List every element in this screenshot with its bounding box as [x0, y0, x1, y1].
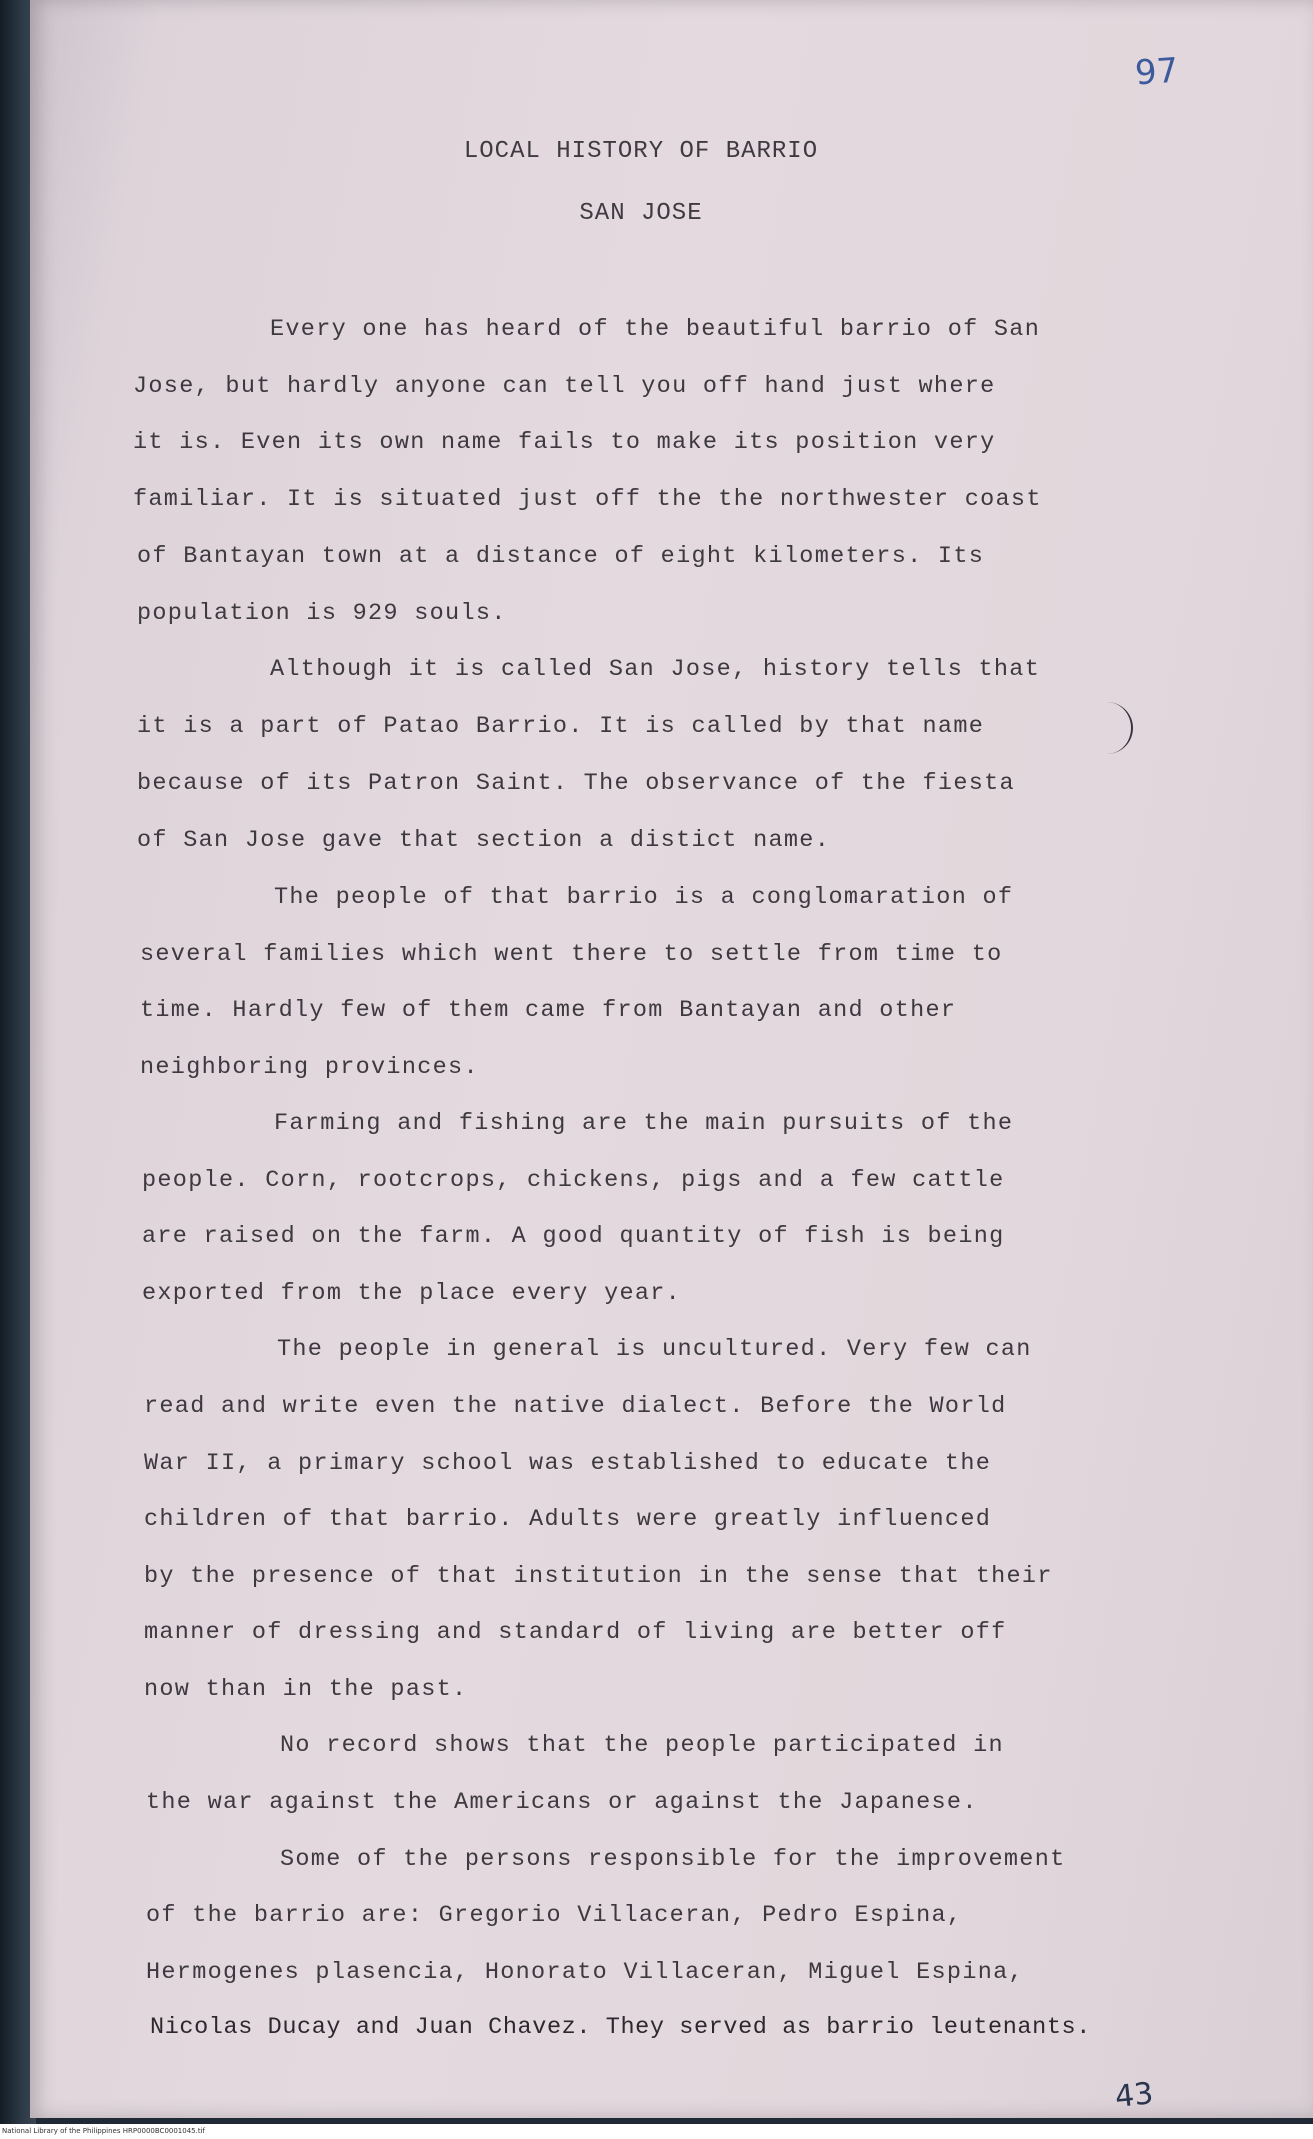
text-line: The people of that barrio is a conglomaration of	[274, 884, 1014, 911]
text-line: people. Corn, rootcrops, chickens, pigs and a few cattle	[142, 1167, 1005, 1194]
text-line: are raised on the farm. A good quantity of fish is being	[142, 1223, 1005, 1250]
text-line: read and write even the native dialect. Before the World	[144, 1393, 1007, 1420]
text-line: Some of the persons responsible for the improvement	[280, 1846, 1066, 1873]
text-line: population is 929 souls.	[137, 600, 507, 627]
handwritten-page-number: 97	[1133, 50, 1180, 94]
text-line: Hermogenes plasencia, Honorato Villaceran, Miguel Espina,	[146, 1959, 1024, 1986]
text-line: Jose, but hardly anyone can tell you off hand just where	[133, 373, 996, 400]
text-line: familiar. It is situated just off the the northwester coast	[133, 486, 1042, 513]
document-title: LOCAL HISTORY OF BARRIO	[463, 138, 819, 165]
handwritten-folio-number: 43	[1113, 2076, 1155, 2115]
text-line: time. Hardly few of them came from Bantayan and other	[140, 997, 957, 1024]
text-line: exported from the place every year.	[142, 1280, 682, 1307]
text-line: Every one has heard of the beautiful barrio of San	[270, 316, 1041, 343]
document-subtitle: SAN JOSE	[579, 200, 703, 227]
text-line: it is. Even its own name fails to make its position very	[133, 429, 996, 456]
text-line: neighboring provinces.	[140, 1054, 479, 1081]
text-line: now than in the past.	[144, 1676, 468, 1703]
text-line: manner of dressing and standard of living are better off	[144, 1619, 1007, 1646]
text-line: War II, a primary school was established to educate the	[144, 1450, 992, 1477]
text-line: several families which went there to settle from time to	[140, 941, 1003, 968]
handwritten-bracket-mark	[1105, 702, 1133, 754]
text-line: No record shows that the people participated in	[280, 1732, 1004, 1759]
text-line: the war against the Americans or against the Japanese.	[146, 1789, 978, 1816]
text-line: by the presence of that institution in the sense that their	[144, 1563, 1053, 1590]
text-line: Although it is called San Jose, history tells that	[270, 656, 1041, 683]
text-line: of Bantayan town at a distance of eight kilometers. Its	[137, 543, 985, 570]
scan-footer: National Library of the Philippines HRP0000BC0001045.tif	[0, 2124, 1313, 2139]
text-line: children of that barrio. Adults were greatly influenced	[144, 1506, 992, 1533]
text-line: of the barrio are: Gregorio Villaceran, Pedro Espina,	[146, 1902, 963, 1929]
text-line: Nicolas Ducay and Juan Chavez. They served as barrio leutenants.	[150, 2014, 1091, 2041]
text-line: because of its Patron Saint. The observance of the fiesta	[137, 770, 1015, 797]
text-line: Farming and fishing are the main pursuits of the	[274, 1110, 1014, 1137]
document-page	[30, 0, 1313, 2118]
text-line: it is a part of Patao Barrio. It is called by that name	[137, 713, 985, 740]
text-line: The people in general is uncultured. Very few can	[277, 1336, 1032, 1363]
text-line: of San Jose gave that section a distict name.	[137, 827, 831, 854]
